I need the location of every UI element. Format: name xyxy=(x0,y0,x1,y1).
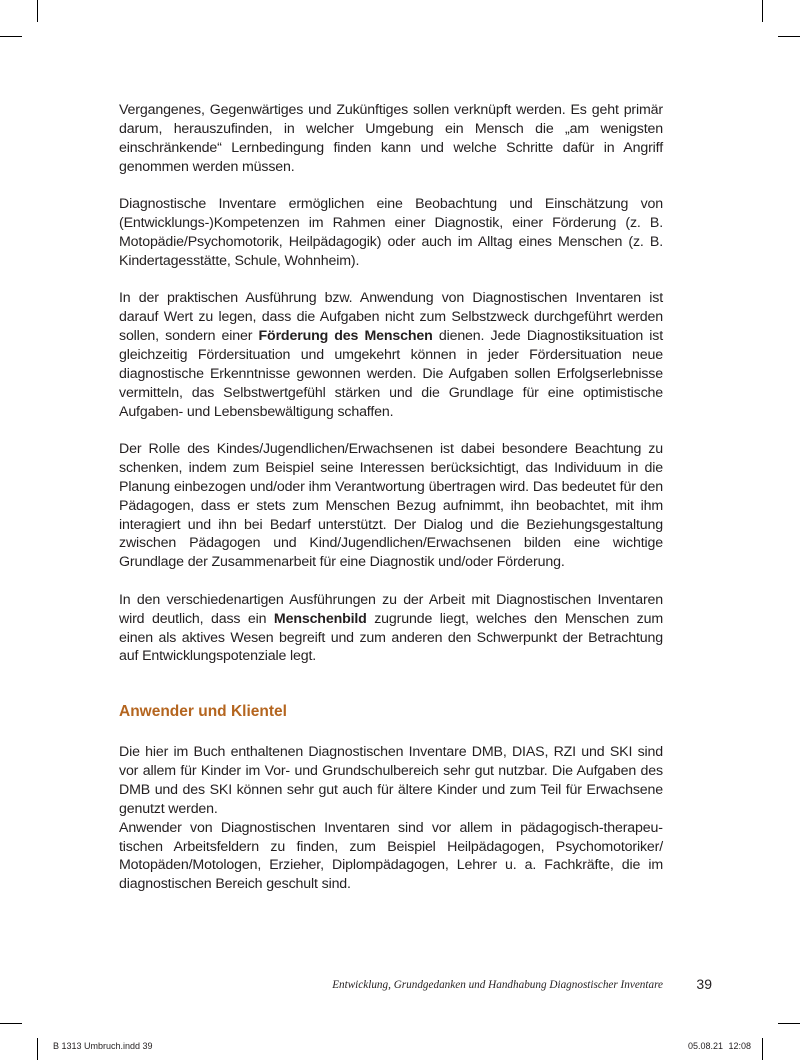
body-paragraph xyxy=(119,101,663,176)
crop-mark-top-right-horizontal xyxy=(778,36,800,37)
emphasis-text: Förderung des Menschen xyxy=(258,328,433,345)
body-paragraph xyxy=(119,591,663,666)
crop-mark-top-left-horizontal xyxy=(0,36,22,37)
paragraph-text: dienen. Jede Diagnostiksituation ist gleichzeitig Fördersituation und umgekehrt können in jeder Fördersituation neue diagnostische Erkenntnisse gewonnen werden. Die Aufgaben sollen Erfolgserlebnisse vermitteln, das Selbstwertgefühl stärken und die Grundlage für eine optimistische Aufgaben- und Lebensbewältigung schaffen. xyxy=(119,328,664,420)
section-paragraph: Die hier im Buch enthaltenen Diagnostischen Inventare DMB, DIAS, RZI und SKI sind vor allem für Kinder im Vor- und Grundschulbereich sehr gut nutzbar. Die Aufgaben des DMB und des SKI können sehr gut auch für ältere Kinder und zum Teil für Erwachsene genutzt werden. xyxy=(119,744,663,817)
body-text xyxy=(119,101,663,666)
paragraph-text: In den verschiedenartigen Ausführungen zu der Arbeit mit Diagnostischen Inventaren wird deutlich, dass ein xyxy=(119,591,663,627)
paragraph-text: In der praktischen Ausführung bzw. Anwendung von Diagnostischen Inventaren ist darauf Wert zu legen, dass die Aufgaben nicht zum Selbstzweck durchgeführt werden sollen, sondern einer xyxy=(119,290,663,345)
paragraph-text: zugrunde liegt, welches den Menschen zum einen als aktives Wesen begreift und zum anderen den Schwerpunkt der Betrachtung auf Entwicklungspotenziale legt. xyxy=(119,610,663,665)
print-slug-datetime: 05.08.21 12:08 xyxy=(688,1041,752,1051)
paragraph-text: Vergangenes, Gegenwärtiges und Zukünftiges sollen verknüpft werden. Es geht primär darum, herauszufinden, in welcher Umgebung ein Mensch die „am wenigsten einschränkende“ Lernbedingung finden kann und welche Schritte dafür in Angriff genommen werden müssen. xyxy=(119,102,663,175)
page-body xyxy=(119,101,663,894)
emphasis-text: Menschenbild xyxy=(273,610,367,627)
page-number: 39 xyxy=(696,976,712,992)
print-slug-filename: B 1313 Umbruch.indd 39 xyxy=(53,1041,153,1051)
crop-mark-bottom-right-horizontal xyxy=(778,1023,800,1024)
body-paragraph xyxy=(119,195,663,270)
crop-mark-top-right-vertical xyxy=(762,0,763,22)
crop-mark-bottom-left-horizontal xyxy=(0,1023,22,1024)
body-paragraph xyxy=(119,440,663,572)
body-paragraph xyxy=(119,289,663,421)
crop-mark-bottom-left-vertical xyxy=(37,1038,38,1060)
running-footer-title: Entwicklung, Grundgedanken und Handhabung Diagnostischer Inventare xyxy=(332,979,663,991)
section-paragraph: Anwender von Diagnostischen Inventaren sind vor allem in pädagogisch-therapeutischen Arbeitsfeldern zu finden, zum Beispiel Heilpädagogen, Psychomotoriker/ Motopäden/Motologen, Erzieher, Diplompädagogen, Lehrer u. a. Fachkräfte, die im diagnostischen Bereich geschult sind. xyxy=(119,819,663,893)
crop-mark-top-left-vertical xyxy=(37,0,38,22)
paragraph-text: Diagnostische Inventare ermöglichen eine Beobachtung und Einschätzung von (Entwicklungs-)Kompetenzen im Rahmen einer Diagnostik, einer Förderung (z. B. Motopädie/Psychomotorik, Heilpädagogik) oder auch im Alltag eines Menschen (z. B. Kindertagesstätte, Schule, Wohnheim). xyxy=(119,196,663,269)
crop-mark-bottom-right-vertical xyxy=(762,1038,763,1060)
section-heading: Anwender und Klientel xyxy=(119,703,287,721)
paragraph-text: Der Rolle des Kindes/Jugendlichen/Erwachsenen ist dabei besondere Beachtung zu schenken, indem zum Beispiel seine Interessen berücksichtigt, das Individuum in die Planung einbezogen und/oder ihm Verantwortung übertragen wird. Das bedeutet für den Pädagogen, dass er stets zum Menschen Bezug aufnimmt, ihn beobachtet, mit ihm interagiert und ihn bei Bedarf unterstützt. Der Dialog und die Beziehungsgestaltung zwischen Pädagogen und Kind/Jugendlichen/Erwachsenen bilden eine wichtige Grundlage der Zusammenarbeit für eine Diagnostik und/oder Förderung. xyxy=(119,441,663,571)
